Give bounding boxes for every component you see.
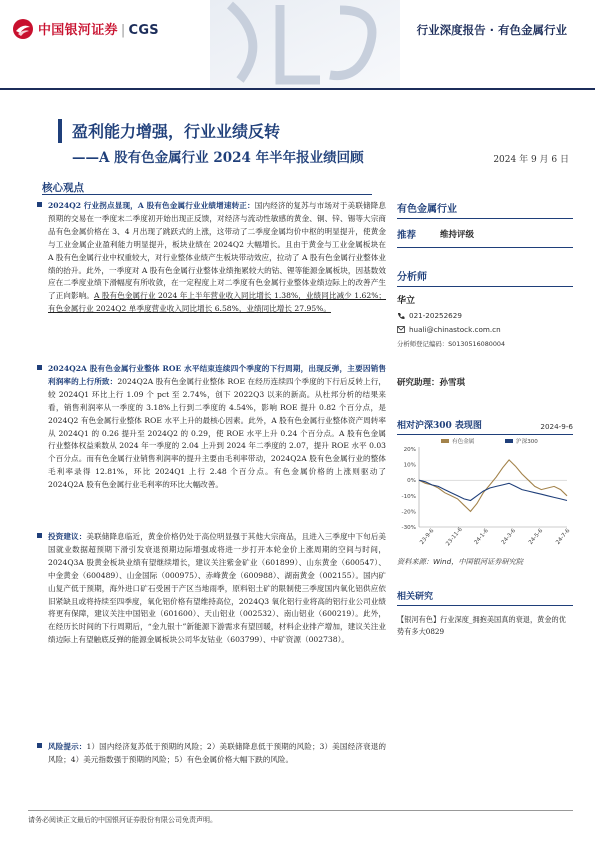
bullet-icon [37, 202, 42, 207]
sidebar [397, 200, 573, 638]
chart-source: 资料来源：Wind，中国银河证券研究院 [397, 557, 524, 566]
analyst-email[interactable]: huali@chinastock.com.cn [409, 325, 501, 334]
bullet-icon [37, 365, 42, 370]
key-point-paragraph-4 [48, 741, 386, 767]
section-heading-divider [42, 194, 372, 195]
key-point-paragraph-3 [48, 531, 386, 647]
header-divider [0, 88, 595, 90]
legend-label: 沪深300 [516, 439, 538, 445]
title-accent-bar [58, 119, 62, 143]
sidebar-industry: 有色金属行业 [397, 204, 457, 215]
legend-label: 有色金属 [452, 439, 475, 445]
legend-swatch [505, 439, 513, 443]
paragraph-lead: 2024Q2 行业拐点显现，A 股有色金属行业业绩增速转正： [48, 201, 255, 210]
legend-swatch [441, 439, 449, 443]
paragraph-body: 2024Q2A 股有色金属行业整体 ROE 在经历连续四个季度的下行后反转上行，较 2024Q1 环比上行 1.09 个 pct 至 2.74%，创下 2022Q3 以来的新高。从杜邦分析的结果来看，销售利润率从一季度的 3.18%上行到二季度的 4.54%，影响 ROE 提升 0.82 个百分点，是 2024Q2 有色金属行业整体 ROE 水平上升的最核心因素。此外，A 股有色金属行业整体资产周转率从 2024Q1 的 0.26 提升至 2024Q2 的 0.29，使 ROE 水平上升 0.24 个百分点。A 股有色金属行业整体权益乘数从 2024 年一季度的 2.04 上升到 2024 年二季度的 2.07，提升 ROE 水平 0.03 个百分点。而有色金属行业销售利润率的提升主要由毛利率带动，2024Q2A 股有色金属行业的整体毛利率录得 12.81%，环比 2024Q1 上行 2.48 个百分点。有色金属价格的上涨则驱动了 2024Q2A 股有色金属行业毛利率的环比大幅改善。 [48, 376, 387, 490]
paragraph-lead: 风险提示： [48, 742, 87, 751]
email-icon [397, 326, 405, 333]
brand-en: CGS [128, 23, 159, 38]
relative-performance-chart [397, 435, 573, 547]
brand-name: 中国银河证券 | CGS [38, 23, 159, 38]
sidebar-divider [397, 286, 573, 287]
key-point-paragraph-1 [48, 200, 386, 316]
bullet-icon [37, 743, 42, 748]
y-tick-label: -20% [401, 509, 416, 516]
sidebar-divider [397, 218, 573, 219]
related-research-heading: 相关研究 [397, 592, 434, 602]
paragraph-underlined: A 股有色金属行业 2024 年上半年营业收入同比增长 1.38%，业绩同比减少 1.62%；有色金属行业 2024Q2 单季度营业收入同比增长 6.58%，业绩同比增长 27.95%。 [48, 291, 387, 314]
x-tick-label: 24-5-6 [527, 527, 545, 546]
section-heading-key-points: 核心观点 [42, 182, 84, 194]
related-research-item[interactable]: 【银河有色】行业深度_拥抱美国真的衰退，黄金的优势有多大0829 [397, 615, 566, 636]
email-row [397, 325, 573, 334]
research-assistant: 研究助理：孙雪琪 [397, 378, 466, 388]
chart-heading: 相对沪深300 表现图 [397, 421, 482, 431]
rating-row [397, 227, 573, 241]
y-tick-label: -30% [401, 525, 416, 531]
y-tick-label: -10% [401, 493, 416, 500]
y-tick-label: 20% [403, 447, 416, 453]
paragraph-body: 国内经济的复苏与市场对于美联储降息预期的交易在一季度末二季度初开始出现正反馈，对经济与流动性敏感的黄金、铜、锌、锡等大宗商品有色金属价格在 3、4 月出现了跳跃式的上涨，这带动了二季度金属均价中枢的明显提升，使黄金与工业金属企业盈利能力明显提升，板块业绩在 2024Q2 大幅增长。且由于黄金与工业金属板块在 A 股有色金属行业中权重较大，对行业整体业绩产生板块带动效应，拉动了 A 股有色金属行业整体业绩的抬升。此外，一季度对 A 股有色金属行业整体业绩拖累较大的钴、锂等能源金属板块，因基数效应在二季度业绩下滑幅度有所收敛，在一定程度上对二季度有色金属行业整体业绩边际上的改善产生了正向影响。 [48, 201, 386, 301]
chart-heading-row [397, 418, 573, 431]
paragraph-body: 1）国内经济复苏低于预期的风险；2）美联储降息低于预期的风险；3）美国经济衰退的风险；4）美元指数强于预期的风险；5）有色金属价格大幅下跌的风险。 [48, 742, 386, 764]
analyst-phone: 021-20252629 [409, 311, 462, 320]
phone-icon [397, 312, 405, 320]
company-logo-icon [12, 18, 34, 40]
paragraph-lead: 2024Q2A 股有色金属行业整体 ROE 水平结束连续四个季度的下行周期，出现反弹，主要因销售利润率的上行所致： [48, 364, 386, 386]
series-line-1 [419, 460, 567, 512]
phone-row [397, 311, 573, 320]
y-tick-label: 0% [407, 478, 416, 485]
report-subtitle: ——A 股有色金属行业 2024 年半年报业绩回顾 [72, 150, 364, 166]
bullet-icon [37, 533, 42, 538]
y-tick-label: 10% [403, 462, 416, 469]
x-tick-label: 24-1-6 [473, 527, 490, 546]
x-tick-label: 24-3-6 [500, 527, 518, 546]
key-point-paragraph-2 [48, 363, 386, 492]
footer-disclaimer: 请务必阅读正文最后的中国银河证券股份有限公司免责声明。 [28, 816, 217, 824]
recommend-label: 推荐 [397, 230, 417, 241]
paragraph-body: 美联储降息临近，黄金价格仍处于高位明显强于其他大宗商品，且进入三季度中下旬后美国就业数据超预期下滑引发衰退预期边际增强或将进一步打开本轮金价上涨周期的空间与时间，2024Q3A 股黄金板块业绩有望继续增长，建议关注紫金矿业（601899）、山东黄金（600547）、中金黄金（600489）、山金国际（000975）、赤峰黄金（600988）、湖南黄金（002155）。国内矿山复产低于预期，海外进口矿石受困于产区当地雨季，原料铝土矿的限制使三季度国内氧化铝供应依旧紧缺且或将持续至四季度，氧化铝价格有望维持高位，2024Q3 氧化铝行业将高的铝行业公司业绩将更有保障，建议关注中国铝业（601600）、天山铝业（002532）、南山铝业（600219）。此外，在经历长时间的下行周期后，“金九银十”新能源下游需求有望回暖，材料企业排产增加，建议关注业绩边际上有望触底反弹的能源金属板块公司华友钴业（603799）、中矿资源（002738）。 [48, 532, 386, 645]
analyst-heading: 分析师 [397, 272, 427, 283]
analyst-name: 华立 [397, 296, 416, 306]
chart-date: 2024-9-6 [540, 422, 573, 431]
x-tick-label: 24-7-6 [555, 527, 572, 546]
report-title: 盈利能力增强，行业业绩反转 [72, 122, 281, 141]
sidebar-divider [397, 605, 573, 606]
brand-cn: 中国银河证券 [38, 23, 118, 38]
rating-value: 维持评级 [440, 230, 475, 240]
report-type-label: 行业深度报告 · 有色金属行业 [416, 23, 567, 37]
footer-divider [28, 810, 573, 811]
paragraph-lead: 投资建议： [48, 532, 87, 541]
sidebar-divider [397, 247, 573, 248]
publish-date: 2024 年 9 月 6 日 [493, 155, 569, 165]
x-tick-label: 23-11-6 [445, 526, 464, 547]
analyst-registration: 分析师登记编码：S0130516080004 [397, 340, 506, 348]
x-tick-label: 23-9-6 [419, 527, 436, 546]
